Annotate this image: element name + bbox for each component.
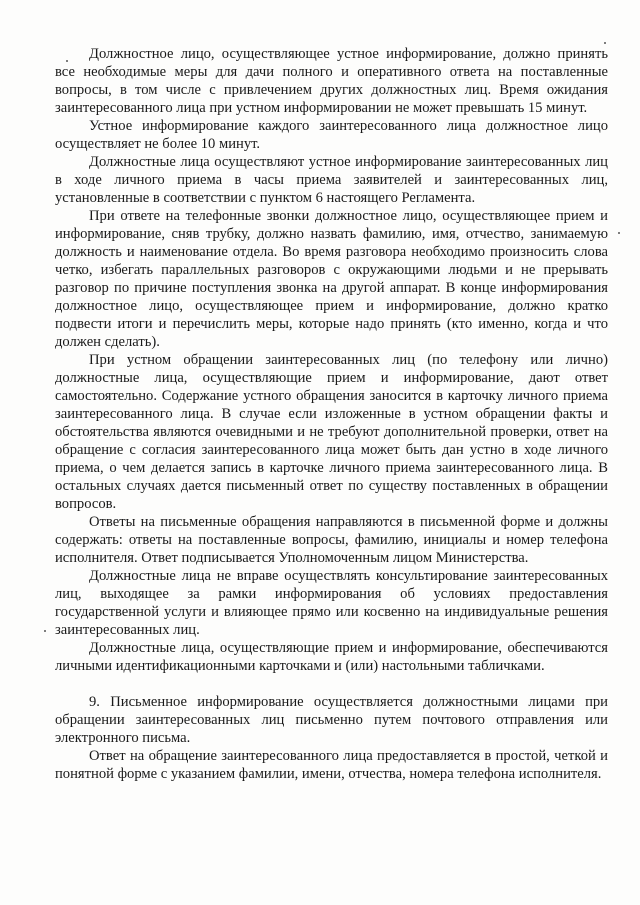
scan-speck [44, 630, 46, 632]
paragraph: Ответ на обращение заинтересованного лица предоставляется в простой, четкой и понятной форме с указанием фамилии, имени, отчества, номера телефона исполнителя. [55, 748, 608, 782]
document-body [55, 45, 608, 783]
scan-speck [618, 232, 620, 234]
paragraph: Ответы на письменные обращения направляются в письменной форме и должны содержать: ответы на поставленные вопросы, фамилию, инициалы и номер телефона исполнителя. Ответ подписывается Уполномоченным лицом Министерства. [55, 514, 608, 566]
paragraph: При устном обращении заинтересованных лиц (по телефону или лично) должностные лица, осуществляющие прием и информирование, дают ответ самостоятельно. Содержание устного обращения заносится в карточку личного приема заинтересованного лица. В случае если изложенные в устном обращении факты и обстоятельства являются очевидными и не требуют дополнительной проверки, ответ на обращение с согласия заинтересованного лица может быть дан устно в ходе личного приема, о чем делается запись в карточке личного приема заинтересованного лица. В остальных случаях дается письменный ответ по существу поставленных в обращении вопросов. [55, 352, 608, 512]
numbered-clause: 9. Письменное информирование осуществляется должностными лицами при обращении заинтересованных лиц письменно путем почтового отправления или электронного письма. [55, 694, 608, 746]
paragraph: Устное информирование каждого заинтересованного лица должностное лицо осуществляет не более 10 минут. [55, 118, 608, 152]
paragraph: Должностные лица осуществляют устное информирование заинтересованных лиц в ходе личного приема в часы приема заявителей и заинтересованных лиц, установленные в соответствии с пунктом 6 настоящего Регламента. [55, 154, 608, 206]
scan-speck [604, 42, 606, 44]
paragraph: Должностные лица, осуществляющие прием и информирование, обеспечиваются личными идентификационными карточками и (или) настольными табличками. [55, 640, 608, 674]
paragraph: При ответе на телефонные звонки должностное лицо, осуществляющее прием и информирование, сняв трубку, должно назвать фамилию, имя, отчество, занимаемую должность и наименование отдела. Во время разговора необходимо произносить слова четко, избегать параллельных разговоров с окружающими людьми и не прерывать разговор по причине поступления звонка на другой аппарат. В конце информирования должностное лицо, осуществляющее прием и информирование, должно кратко подвести итоги и перечислить меры, которые надо принять (кто именно, когда и что должен сделать). [55, 208, 608, 350]
paragraph: Должностные лица не вправе осуществлять консультирование заинтересованных лиц, выходящее за рамки информирования об условиях предоставления государственной услуги и влияющее прямо или косвенно на индивидуальные решения заинтересованных лиц. [55, 568, 608, 638]
paragraph: Должностное лицо, осуществляющее устное информирование, должно принять все необходимые меры для дачи полного и оперативного ответа на поставленные вопросы, в том числе с привлечением других должностных лиц. Время ожидания заинтересованного лица при устном информировании не может превышать 15 минут. [55, 46, 608, 116]
